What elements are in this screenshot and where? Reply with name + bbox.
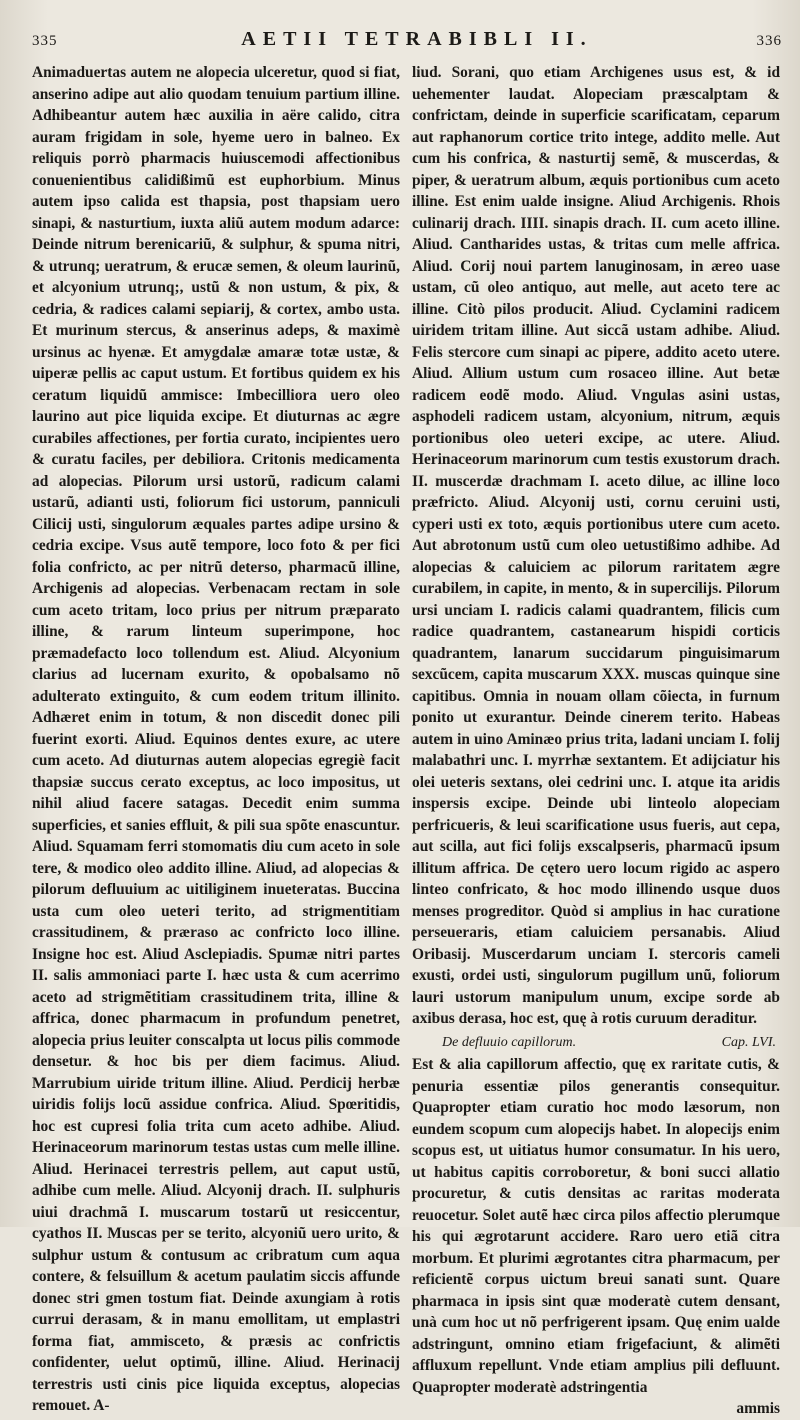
- left-column-text: Animaduertas autem ne alopecia ulceretur, quod si fiat, anserino adipe aut alio quodam tenuium partium illine. Adhibeantur autem hæc auxilia in aëre calido, citra auram frigidam in sole, hyeme uero in balneo. Ex reliquis porrò pharmacis huiuscemodi affectionibus conuenientibus calidißimũ est euphorbium. Minus autem ipso calida est thapsia, post thapsiam uero sinapi, & nasturtium, iuxta aliũ autem modum adarce: Deinde nitrum berenicariũ, & sulphur, & spuma nitri, & utrunq; ueratrum, & erucæ semen, & oleum laurinũ, et alcyonium utrunq;, ustũ & non ustum, & pix, & cedria, & radices calami sepiarij, & cortex, ambo usta. Et murinum stercus, & anserinus adeps, & maximè ursinus ac hyenæ. Et amygdalæ amaræ totæ ustæ, & uiperæ pellis ac caput ustum. Et fortibus quidem ex his ceratum liquidũ ammisce: Imbecilliora uero oleo laurino aut pice liquida excipe. Et diuturnas ac ægre curabiles affectiones, per fortia curato, incipientes uero & curatu faciles, per debiliora. Critonis medicamenta ad alopecias. Pilorum ursi ustorũ, radicum calami ustarũ, adianti usti, foliorum fici ustorum, panniculi Cilicij usti, singulorum æquales partes adipe ursino & cedria excipe. Vsus autẽ tempore, loco foto & per fici folia confricto, ac per nitrũ deterso, pharmacũ illine, Archigenis ad alopecias. Verbenacam rectam in sole cum aceto tritam, loco prius per nitrum præparato illine, & rarum linteum superimpone, hoc præmadefacto loco tollendum est. Aliud. Alcyonium clarius ad lucernam exurito, & opobalsamo nõ adulterato extinguito, & cum eodem tritum illinito. Adhæret enim in totum, & non discedit donec pili fuerint exorti. Aliud. Equinos dentes exure, ac utere cum aceto. Ad diuturnas autem alopecias egregiè facit thapsiæ succus cerato exceptus, ac loco impositus, ut nihil aliud facere satagas. Decedit enim summa superficies, et sanies effluit, & pili sua spõte enascuntur. Aliud. Squamam ferri stomomatis diu cum aceto in sole tere, & modico oleo addito illine. Aliud, ad alopecias & pilorum defluuium ac uitiliginem inueteratas. Buccina usta cum oleo ueteri terito, ad strigmentitiam crassitudinem, & præraso ac confricto loco illine. Insigne hoc est. Aliud Asclepiadis. Spumæ nitri partes II. salis ammoniaci parte I. hæc usta & cum acerrimo aceto ad strigmẽtitiam crassitudinem trita, illine & affrica, donec pharmacum in profundum penetret, alopecia prius leuiter conscalpta ut locus pilis commode densetur. & hoc bis per diem facimus. Aliud. Marrubium uiride tritum illine. Aliud. Perdicij herbæ uiridis folijs locũ assidue confrica. Aliud. Spœritidis, hoc est cupresi folia trita cum aceto adhibe. Aliud. Herinaceorum marinorum testas ustas cum melle illine. Aliud. Herinacei terrestris pellem, aut caput ustũ, adhibe cum melle. Aliud. Alcyonij drach. II. sulphuris uiui drachmã I. muscarum tostarũ ut resiccentur, cyathos II. Muscas per se terito, alcyoniũ uero urito, & sulphur ustum & contusum ac cribratum cum aqua contere, & felsuillum & acetum paulatim siccis affunde donec stri gmen tostum fiat. Deinde axungiam à rotis currui derasam, & in manu emollitam, ut emplastri forma fiat, ammisceto, & præsis ac confrictis confidenter, uelut optimũ, illine. Aliud. Herinacij terrestris usti cinis pice liquida exceptus, alopecias remouet. A-: [32, 64, 400, 1414]
- section-heading: [412, 1032, 780, 1054]
- left-page-number: 335: [32, 33, 58, 49]
- section-title: De defluuio capillorum.: [442, 1034, 577, 1050]
- right-column-text: liud. Sorani, quo etiam Archigenes usus est, & id uehementer laudat. Alopeciam præscalptam & confrictam, deinde in superficie scarificatam, ceparum aut raphanorum cortice trito intege, addito melle. Aut cum his confrica, & nasturtij semẽ, & muscerdas, & piper, & ueratrum album, æquis portionibus cum aceto illine. Est enim ualde insigne. Aliud Archigenis. Rhois culinarij drach. IIII. sinapis drach. II. cum aceto illine. Aliud. Cantharides ustas, & tritas cum melle affrica. Aliud. Corij noui partem lanuginosam, in æreo uase ustam, cũ oleo antiquo, aut melle, aut aceto tere ac illine. Citò pilos producit. Aliud. Cyclamini radicem uiridem tritam illine. Aut siccã ustam adhibe. Aliud. Felis stercore cum sinapi ac pipere, addito aceto utere. Aliud. Allium ustum cum rosaceo illine. Aut betæ radicem eodẽ modo. Aliud. Vngulas asini ustas, asphodeli radicem ustam, alcyonium, nitrum, æquis portionibus oleo ueteri excipe, ac utere. Aliud. Herinaceorum marinorum cum testis exustorum drach. II. muscerdæ drachmam I. aceto dilue, ac illine loco præfricto. Aliud. Alcyonij usti, cornu ceruini usti, cyperi usti ex toto, æquis portionibus utere cum aceto. Aut abrotonum ustũ cum oleo uetustißimo adhibe. Ad alopecias & caluiciem ac pilorum raritatem ægre curabilem, in capite, in mento, & in supercilijs. Pilorum ursi unciam I. radicis calami quadrantem, filicis cum radice quadrantem, castanearum hispidi corticis quadrantem, lanarum succidarum pinguisimarum sexcũcem, capita muscarum XXX. muscas quinque sine capitibus. Omnia in nouam ollam cõiecta, in furnum ponito ut exurantur. Deinde cinerem terito. Habeas autem in uino Aminæo prius trita, ladani unciam I. folij malabathri unc. I. myrrhæ sextantem. Et adijciatur his olei ueteris sextans, olei cedrini unc. I. atque ita aridis inspersis excipe. Deinde ubi linteolo alopeciam perfricueris, & leui scarificatione usus fueris, aut cepa, aut scilla, aut fici folijs exscalpseris, pharmacũ ipsum illitum affrica. De cętero uero locum rigido ac aspero linteo confricato, & hoc modo illinendo usque duos menses progreditor. Quòd si amplius in hac curatione perseueraris, etiam caluiciem persanabis. Aliud Oribasij. Muscerdarum unciam I. stercoris cameli exusti, ordei usti, singulorum pugillum unũ, foliorum lauri ustorum manipulum unum, excipe sorde ab axibus derasa, hoc est, quę à rotis curuum deraditur.: [412, 64, 780, 1027]
- left-column: [32, 62, 400, 1420]
- running-header: [32, 28, 782, 62]
- section-text: Est & alia capillorum affectio, quę ex raritate cutis, & penuria essentiæ pilos generantis consequitur. Quapropter etiam curatio hoc modo læsorum, non eundem scopum cum alopecijs habet. In alopecijs enim scopus est, ut uitiatus humor consumatur. In his uero, ut habitus capitis corroboretur, & boni succi allatio procuretur, & cutis densitas ac raritas moderata reuocetur. Solet autẽ hæc circa pilos affectio plerumque his qui ægrotarunt accidere. Raro uero etiã citra morbum. Et plurimi ægrotantes citra pharmacum, per reficientẽ corpus uictum breui sanati sunt. Quare pharmaca in ipsis sint quæ moderatè cutem densant, unà cum hoc ut nõ perfrigerent ipsam. Quę enim ualde adstringunt, omnino etiam frigefaciunt, & alimẽti affluxum repellunt. Vnde etiam amplius pili defluunt. Quapropter moderatè adstringentia: [412, 1056, 780, 1396]
- running-title: AETII TETRABIBLI II.: [241, 28, 593, 50]
- catchword: ammis: [736, 1400, 780, 1417]
- right-column: [412, 62, 780, 1420]
- text-columns: [32, 62, 782, 1420]
- right-page-number: 336: [756, 33, 782, 49]
- chapter-number: Cap. LVI.: [721, 1034, 776, 1050]
